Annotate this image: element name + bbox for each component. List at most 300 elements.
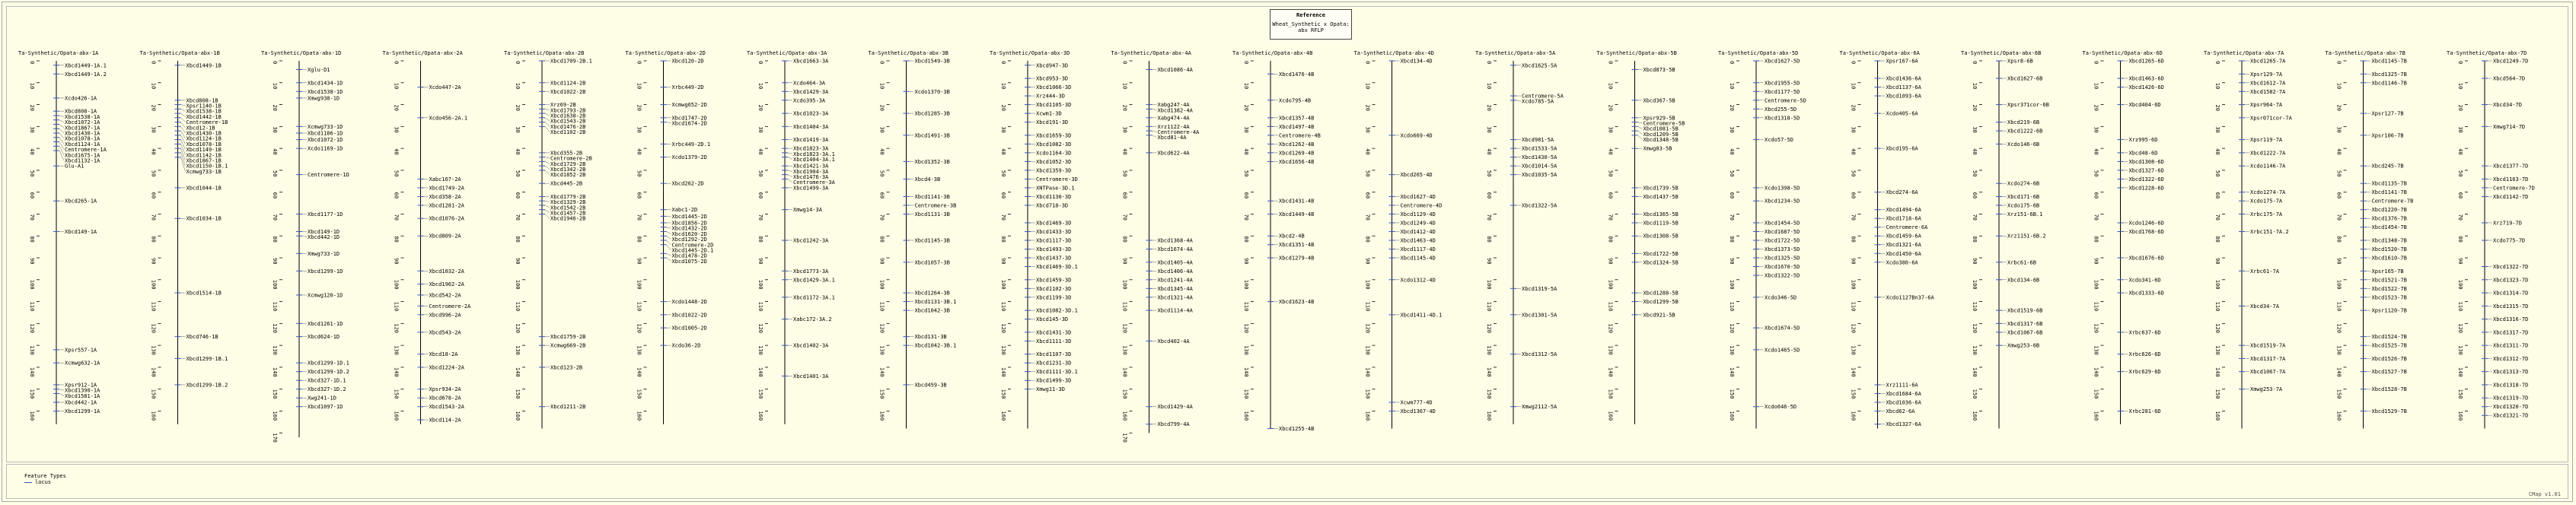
marker-label[interactable]: Xbcd1319-7D xyxy=(2493,395,2529,402)
marker-label[interactable]: Xbcd808-1A xyxy=(65,108,97,115)
marker-label[interactable]: Xbcd1102-2B xyxy=(550,129,586,136)
marker-label[interactable]: Xbcd1412-4D xyxy=(1400,228,1436,235)
marker-label[interactable]: Xbcd808-1B xyxy=(186,97,218,104)
marker-label[interactable]: Xbcd62-6A xyxy=(1886,408,1915,414)
marker-label[interactable]: Xbcd1124-2B xyxy=(550,80,586,87)
marker-label[interactable]: Xbcd1299-1D.1 xyxy=(308,360,349,367)
marker-label[interactable]: Xabg247-4A xyxy=(1157,102,1190,109)
marker-label[interactable]: Xbcd2-4B xyxy=(1279,233,1305,240)
marker-label[interactable]: Xbcd1491-3B xyxy=(914,132,950,139)
marker-label[interactable]: Xbcd1449-1A.1 xyxy=(65,62,107,69)
marker-label[interactable]: Xbcd1431-4B xyxy=(1279,198,1315,205)
marker-label[interactable]: Xbcd1434-1D xyxy=(308,80,343,87)
marker-label[interactable]: Xbcd149-1D xyxy=(308,228,340,235)
marker-label[interactable]: Xmwg733-1D xyxy=(308,250,340,257)
marker-label[interactable]: Xrbc281-6D xyxy=(2128,408,2161,414)
marker-label[interactable]: Xbcd1582-7A xyxy=(2250,88,2286,95)
marker-label[interactable]: Xbcd1279-4B xyxy=(1279,255,1315,262)
marker-label[interactable]: Xbcd1146-7B xyxy=(2371,80,2407,87)
marker-label[interactable]: Xbcd1852-2B xyxy=(550,172,586,179)
marker-label[interactable]: Xbcd1322-6D xyxy=(2128,176,2164,183)
marker-label[interactable]: Xbcd873-5B xyxy=(1643,67,1675,74)
marker-label[interactable]: Xbcd1401-3A xyxy=(793,373,829,380)
marker-label[interactable]: Xbcd34-7A xyxy=(2250,303,2279,310)
marker-label[interactable]: Xbcd953-3D xyxy=(1036,75,1069,82)
marker-label[interactable]: Xbcd1141-3B xyxy=(914,193,950,200)
marker-label[interactable]: Xbcd1333-6D xyxy=(2128,290,2164,297)
marker-label[interactable]: Xbcd1117-4D xyxy=(1400,246,1436,252)
marker-label[interactable]: Xbcd981-5A xyxy=(1522,137,1554,144)
marker-label[interactable]: Xbcd1036-6A xyxy=(1886,399,1921,406)
marker-label[interactable]: Xbcd1265-7A xyxy=(2250,58,2286,65)
marker-label[interactable]: Xcdo1169-1D xyxy=(308,145,343,152)
marker-label[interactable]: Xbcd12-1B xyxy=(186,125,215,132)
marker-label[interactable]: Xpsr119-7A xyxy=(2250,137,2283,144)
marker-label[interactable]: Xbcd1313-7D xyxy=(2493,369,2529,376)
marker-label[interactable]: Xbcd1406-4A xyxy=(1157,268,1193,275)
marker-label[interactable]: Xbcd1234-5D xyxy=(1765,198,1800,205)
marker-label[interactable]: Xbcd1321-7D xyxy=(2493,412,2529,419)
marker-label[interactable]: Xbcd1044-1B xyxy=(186,185,222,192)
marker-label[interactable]: Xbcd1538-1A xyxy=(65,113,100,120)
marker-label[interactable]: Centromere-2D xyxy=(671,242,714,249)
marker-label[interactable]: Xbcd1675-1A xyxy=(65,152,100,159)
marker-label[interactable]: Xbcd1078-1A xyxy=(65,135,100,142)
marker-label[interactable]: Xbcd1131-3B xyxy=(914,211,950,218)
marker-label[interactable]: Xrz719-7D xyxy=(2493,220,2522,227)
marker-label[interactable]: Xglu-D1 xyxy=(308,67,330,74)
marker-label[interactable]: Xbcd1402-3A xyxy=(793,342,829,349)
marker-label[interactable]: Xbcd1348-7B xyxy=(2371,237,2407,244)
marker-label[interactable]: Xbcd1032-2A xyxy=(429,268,464,275)
marker-label[interactable]: Xrz1111-6A xyxy=(1886,382,1918,389)
marker-label[interactable]: Xbcd1220-7B xyxy=(2371,207,2407,214)
marker-label[interactable]: Xbcd367-5B xyxy=(1643,97,1675,104)
marker-label[interactable]: Xbcd1902-2A xyxy=(429,281,464,288)
marker-label[interactable]: Xbcd34-7D xyxy=(2493,102,2522,109)
marker-label[interactable]: Xbcd445-2B xyxy=(550,180,583,187)
marker-label[interactable]: Centromere-1A xyxy=(65,147,107,154)
marker-label[interactable]: Xbcd1231-3D xyxy=(1036,360,1072,367)
marker-label[interactable]: Xbcd1142-1B xyxy=(186,152,222,159)
marker-label[interactable]: Xcdo175-7A xyxy=(2250,198,2283,205)
marker-label[interactable]: Xbcd1145-7B xyxy=(2371,58,2407,65)
marker-label[interactable]: Xbcd1454-5D xyxy=(1765,220,1800,227)
marker-label[interactable]: Xbcd1292-2D xyxy=(671,237,707,243)
marker-label[interactable]: Xbcd355-2B xyxy=(550,150,583,157)
marker-label[interactable]: Xbcd1610-7B xyxy=(2371,255,2407,262)
marker-label[interactable]: Xbcd1269-4B xyxy=(1279,150,1315,157)
marker-label[interactable]: Xbcd1014-5A xyxy=(1522,163,1557,170)
marker-label[interactable]: Xbcd1317-7A xyxy=(2250,355,2286,362)
marker-label[interactable]: Xbcd1739-5B xyxy=(1643,185,1679,192)
marker-label[interactable]: Xbcd1670-5D xyxy=(1765,264,1800,271)
marker-label[interactable]: Xbcd1042-3B.1 xyxy=(914,342,957,349)
marker-label[interactable]: Xpsr964-7A xyxy=(2250,102,2283,109)
marker-label[interactable]: Xbcd1538-1B xyxy=(186,108,222,115)
marker-label[interactable]: Xbcd1867-1B xyxy=(186,157,222,164)
marker-label[interactable]: Xbcd1581-1A xyxy=(65,392,100,399)
marker-label[interactable]: Xbcd1768-6D xyxy=(2128,228,2164,235)
marker-label[interactable]: Xbcd131-3B xyxy=(914,334,947,341)
marker-label[interactable]: Xbcd1718-6A xyxy=(1886,215,1921,222)
marker-label[interactable]: Xbcd1676-6D xyxy=(2128,255,2164,262)
marker-label[interactable]: Xbcd1082-3D xyxy=(1036,141,1072,148)
marker-label[interactable]: Xbcd1348-5B xyxy=(1643,137,1679,144)
marker-label[interactable]: Xrz151-6B.1 xyxy=(2007,211,2043,218)
marker-label[interactable]: Xbcd1429-3A xyxy=(793,88,829,95)
marker-label[interactable]: Xrbc449-2D xyxy=(671,84,704,91)
marker-label[interactable]: Xbcd947-3D xyxy=(1036,62,1069,69)
marker-label[interactable]: Xbcd1261-1D xyxy=(308,320,343,327)
marker-label[interactable]: Xmwg11-3D xyxy=(1036,386,1065,393)
marker-label[interactable]: Xcdo341-6D xyxy=(2128,277,2161,284)
marker-label[interactable]: Xbcd1057-3B xyxy=(914,259,950,266)
marker-label[interactable]: Xcdo274-6B xyxy=(2007,180,2040,187)
marker-label[interactable]: Xbcd1638-2B xyxy=(550,113,586,119)
marker-label[interactable]: Xabg474-4A xyxy=(1157,115,1190,122)
marker-label[interactable]: Xcdo1146-7A xyxy=(2250,163,2286,170)
marker-label[interactable]: Xbcd1538-1D xyxy=(308,88,343,95)
marker-label[interactable]: Xbcd219-6B xyxy=(2007,119,2040,126)
marker-label[interactable]: Xmwg253-6B xyxy=(2007,342,2040,349)
marker-label[interactable]: Xbcd1034-1B xyxy=(186,215,222,222)
marker-label[interactable]: Centromere-3A xyxy=(793,179,835,186)
marker-label[interactable]: Xbcd1052-3D xyxy=(1036,158,1072,165)
marker-label[interactable]: Xbcd1494-6A xyxy=(1886,207,1921,214)
marker-label[interactable]: Xbcd1627-5D xyxy=(1765,58,1800,65)
marker-label[interactable]: Xbcd262-2D xyxy=(671,180,704,187)
marker-label[interactable]: Xbcd1145-3B xyxy=(914,237,950,244)
marker-label[interactable]: Xbcd1149-1B xyxy=(186,147,222,154)
marker-label[interactable]: Xcdo775-7D xyxy=(2493,237,2526,244)
marker-label[interactable]: Xbcd542-2A xyxy=(429,292,461,299)
marker-label[interactable]: Xcdo380-6A xyxy=(1886,259,1918,266)
marker-label[interactable]: Xbcd145-3D xyxy=(1036,316,1069,323)
marker-label[interactable]: Xcdo1379-2D xyxy=(671,154,707,161)
marker-label[interactable]: Xwg241-1D xyxy=(308,395,336,402)
marker-label[interactable]: Centromere-4D xyxy=(1400,202,1443,209)
marker-label[interactable]: Xbcd1242-3A xyxy=(793,237,829,244)
marker-label[interactable]: Xbcd1317-7D xyxy=(2493,329,2529,336)
marker-label[interactable]: Xbcd1625-5A xyxy=(1522,62,1557,69)
marker-label[interactable]: Xbcd1955-5D xyxy=(1765,80,1800,87)
marker-label[interactable]: Xbcd1281-2A xyxy=(429,202,464,209)
marker-label[interactable]: Xrbc449-2D.1 xyxy=(671,141,711,148)
marker-label[interactable]: Xpsr371cor-6B xyxy=(2007,102,2049,109)
marker-label[interactable]: Xbcd1523-7B xyxy=(2371,294,2407,301)
marker-label[interactable]: Xbcd1329-2B xyxy=(550,199,586,206)
marker-label[interactable]: Xbcd1519-6B xyxy=(2007,307,2043,314)
marker-label[interactable]: Xbcd1228-6D xyxy=(2128,185,2164,192)
marker-label[interactable]: Xbcd1478-2D xyxy=(671,252,707,259)
marker-label[interactable]: Xbcd1759-2B xyxy=(550,334,586,341)
marker-label[interactable]: Xbcd1793-2B xyxy=(550,107,586,114)
marker-label[interactable]: Xbcd1525-7B xyxy=(2371,342,2407,349)
marker-label[interactable]: Xbcd459-3B xyxy=(914,382,947,389)
marker-label[interactable]: Xbcd1299-1D xyxy=(308,268,343,275)
marker-label[interactable]: Xbcd543-2A xyxy=(429,329,461,336)
marker-label[interactable]: Xbcd1430-5A xyxy=(1522,154,1557,161)
marker-label[interactable]: Centromere-5D xyxy=(1765,97,1806,104)
marker-label[interactable]: Xbcd1469-3D xyxy=(1036,220,1072,227)
marker-label[interactable]: Xbcd799-4A xyxy=(1157,421,1190,428)
marker-label[interactable]: Xbcd442-1A xyxy=(65,399,97,406)
marker-label[interactable]: Xbcd1421-3A xyxy=(793,163,829,170)
marker-label[interactable]: Xbcd1514-1B xyxy=(186,290,222,297)
marker-label[interactable]: Xbcd1430-1B xyxy=(186,130,222,137)
marker-label[interactable]: Xcdo1448-2D xyxy=(671,299,707,306)
marker-label[interactable]: Xbcd1519-7A xyxy=(2250,342,2286,349)
marker-label[interactable]: Xbcd1075-2D xyxy=(671,258,707,265)
marker-label[interactable]: Xbcd1449-4B xyxy=(1279,211,1315,218)
marker-label[interactable]: Xbcd1659-3D xyxy=(1036,132,1072,139)
marker-label[interactable]: Xbcd1376-7B xyxy=(2371,215,2407,222)
marker-label[interactable]: Centromere-5B xyxy=(1643,120,1685,127)
marker-label[interactable]: Xbcd1022-2B xyxy=(550,88,586,95)
marker-label[interactable]: Xbcd622-4A xyxy=(1157,150,1190,157)
marker-label[interactable]: Xbcd746-1B xyxy=(186,334,218,341)
marker-label[interactable]: Centromere-3B xyxy=(914,202,957,209)
marker-label[interactable]: Xbcd18-2A xyxy=(429,351,458,358)
marker-label[interactable]: Xcdo395-3A xyxy=(793,97,826,104)
marker-label[interactable]: Xbcd1325-7B xyxy=(2371,71,2407,78)
marker-label[interactable]: Xbcd1255-4B xyxy=(1279,425,1315,432)
marker-label[interactable]: Xbcd1476-4B xyxy=(1279,71,1315,78)
marker-label[interactable]: Xbcd1729-2B xyxy=(550,160,586,167)
marker-label[interactable]: Xcdo1164-3D xyxy=(1036,150,1072,157)
marker-label[interactable]: Xbcd1224-2A xyxy=(429,364,464,371)
marker-label[interactable]: Xbcd1549-3B xyxy=(914,58,950,65)
marker-label[interactable]: Xbcd1377-7D xyxy=(2493,163,2529,170)
marker-label[interactable]: Xrz995-6D xyxy=(2128,137,2158,144)
marker-label[interactable]: Xbcd1131-3B.1 xyxy=(914,299,957,306)
marker-label[interactable]: Xrbc61-7A xyxy=(2250,268,2279,275)
marker-label[interactable]: Xbcd1445-2D xyxy=(671,213,707,220)
marker-label[interactable]: Xbcd191-3D xyxy=(1036,119,1069,126)
marker-label[interactable]: Xcdo57-5D xyxy=(1765,137,1793,144)
marker-label[interactable]: Xbcd1368-4A xyxy=(1157,237,1193,244)
marker-label[interactable]: Xcdo456-2A.1 xyxy=(429,115,468,122)
marker-label[interactable]: Xpsr934-2A xyxy=(429,386,461,393)
marker-label[interactable]: Xbcd1612-7A xyxy=(2250,80,2286,87)
marker-label[interactable]: Xbcd1687-5D xyxy=(1765,228,1800,235)
marker-label[interactable]: Xbcd1373-5D xyxy=(1765,246,1800,252)
marker-label[interactable]: Xbcd1459-6A xyxy=(1886,233,1921,240)
marker-label[interactable]: Xbcd134-4D xyxy=(1400,58,1433,65)
marker-label[interactable]: Xpsr071cor-7A xyxy=(2250,115,2292,122)
marker-label[interactable]: Xrbc626-6D xyxy=(2128,351,2161,358)
marker-label[interactable]: Xbcd1105-3D xyxy=(1036,102,1072,109)
marker-label[interactable]: Xbcd1299-1A xyxy=(65,408,100,414)
marker-label[interactable]: Xbcd171-6B xyxy=(2007,193,2040,200)
marker-label[interactable]: Xbcd1249-4D xyxy=(1400,220,1436,227)
marker-label[interactable]: Xbcd1325-5D xyxy=(1765,255,1800,262)
marker-label[interactable]: Xbcd1199-3D xyxy=(1036,294,1072,301)
marker-label[interactable]: Xbcd265-1A xyxy=(65,198,97,205)
marker-label[interactable]: Xbcd1867-1A xyxy=(65,125,100,132)
marker-label[interactable]: Xpsr165-7B xyxy=(2371,268,2404,275)
marker-label[interactable]: Xcwm777-4D xyxy=(1400,399,1433,406)
marker-label[interactable]: Xbcd1163-7D xyxy=(2493,176,2529,183)
marker-label[interactable]: Xbcd327-1D.2 xyxy=(308,386,346,393)
marker-label[interactable]: Xbcd1627-6B xyxy=(2007,75,2043,82)
marker-label[interactable]: Xbcd1301-5A xyxy=(1522,312,1557,319)
marker-label[interactable]: Xbcd1311-7D xyxy=(2493,342,2529,349)
marker-label[interactable]: Xcdo669-4D xyxy=(1400,132,1433,139)
marker-label[interactable]: Xbcd1404-3A.1 xyxy=(793,157,835,164)
marker-label[interactable]: Xbcd1308-5B xyxy=(1643,233,1679,240)
marker-label[interactable]: Xcmwg733-1B xyxy=(186,168,222,175)
marker-label[interactable]: Xbcd1288-5B xyxy=(1643,290,1679,297)
marker-label[interactable]: Xbcd1437-5B xyxy=(1643,193,1679,200)
marker-label[interactable]: Xbcd195-6A xyxy=(1886,145,1918,152)
marker-label[interactable]: Xbcd1359-3D xyxy=(1036,167,1072,174)
marker-label[interactable]: Xbcd1620-2D xyxy=(671,230,707,237)
marker-label[interactable]: Xbcd1320-7D xyxy=(2493,404,2529,411)
marker-label[interactable]: Glu-A1 xyxy=(65,163,84,170)
marker-label[interactable]: Xbcd1709-2B.1 xyxy=(550,58,592,65)
marker-label[interactable]: Xbcd1137-6A xyxy=(1886,84,1921,91)
marker-label[interactable]: Xbcd1779-2B xyxy=(550,193,586,200)
marker-label[interactable]: Xbcd1322-5A xyxy=(1522,202,1557,209)
marker-label[interactable]: Centromere-7D xyxy=(2493,185,2535,192)
marker-label[interactable]: Xbcd1142-7D xyxy=(2493,193,2529,200)
marker-label[interactable]: Xbcd1067-7A xyxy=(2250,369,2286,376)
marker-label[interactable]: Xpsr106-7B xyxy=(2371,132,2404,139)
marker-label[interactable]: Xbcd1023-3A xyxy=(793,110,829,117)
marker-label[interactable]: Xrbc637-6D xyxy=(2128,329,2161,336)
marker-label[interactable]: Xbcd1463-4D xyxy=(1400,237,1436,244)
marker-label[interactable]: Xrz69-2B xyxy=(550,102,576,109)
marker-label[interactable]: Xbcd1322-5D xyxy=(1765,272,1800,279)
marker-label[interactable]: Xbcd1419-3A xyxy=(793,137,829,144)
marker-label[interactable]: Xbcd1299-1B.2 xyxy=(186,382,228,389)
marker-label[interactable]: Xcdo785-5A xyxy=(1522,98,1554,105)
marker-label[interactable]: Xbcd809-2A xyxy=(429,233,461,240)
marker-label[interactable]: Xbcd1072-1D xyxy=(308,137,343,144)
marker-label[interactable]: Xcdo795-4B xyxy=(1279,97,1312,104)
marker-label[interactable]: Xbcd1352-3B xyxy=(914,158,950,165)
marker-label[interactable]: Xbcd1327-6D xyxy=(2128,167,2164,174)
marker-label[interactable]: Xbcd1499-3A xyxy=(793,185,829,192)
marker-label[interactable]: Xcdo36-2D xyxy=(671,342,701,349)
marker-label[interactable]: Centromere-4B xyxy=(1279,132,1321,139)
marker-label[interactable]: Xbcd4-3B xyxy=(914,176,941,183)
marker-label[interactable]: Centromere-7B xyxy=(2371,198,2414,205)
marker-label[interactable]: Xbcd1623-4B xyxy=(1279,299,1315,306)
marker-label[interactable]: Xbcd1469-3D.1 xyxy=(1036,264,1078,271)
marker-label[interactable]: Xbcd1436-6A xyxy=(1886,75,1921,82)
marker-label[interactable]: Xbcd114-2A xyxy=(429,417,461,424)
marker-label[interactable]: Xbcd1324-5B xyxy=(1643,259,1679,266)
marker-label[interactable]: Xbcd1856-2D xyxy=(671,220,707,227)
marker-label[interactable]: Xcmwg632-1A xyxy=(65,360,100,367)
marker-label[interactable]: Xbcd1674-2D xyxy=(671,120,707,127)
marker-label[interactable]: Xbcd1078-1B xyxy=(186,141,222,148)
marker-label[interactable]: Xbcd1357-4B xyxy=(1279,115,1315,122)
marker-label[interactable]: Xbcd1262-4B xyxy=(1279,141,1315,148)
marker-label[interactable]: Xbcd149-1A xyxy=(65,228,97,235)
marker-label[interactable]: Xbcd1186-1D xyxy=(308,130,343,137)
marker-label[interactable]: Xbcd1124-1B xyxy=(186,135,222,142)
marker-label[interactable]: Xbcd1111-3D.1 xyxy=(1036,369,1078,376)
marker-label[interactable]: Xbcd996-2A xyxy=(429,312,461,319)
marker-label[interactable]: Xbcd1382-4A xyxy=(1157,107,1193,114)
marker-label[interactable]: Xbcd1241-4A xyxy=(1157,277,1193,284)
marker-label[interactable]: Xbcd1117-3D xyxy=(1036,237,1072,244)
marker-label[interactable]: Xbcd1521-7B xyxy=(2371,277,2407,284)
marker-label[interactable]: Xbcd1150-1B.1 xyxy=(186,163,228,170)
marker-label[interactable]: Xmwg714-7D xyxy=(2493,123,2526,130)
marker-label[interactable]: Xrz1151-6B.2 xyxy=(2007,233,2046,240)
marker-label[interactable]: Xbcd1432-2D xyxy=(671,225,707,232)
marker-label[interactable]: Xpsr929-5B xyxy=(1643,115,1675,122)
marker-label[interactable]: Xbcd1426-6D xyxy=(2128,84,2164,91)
marker-label[interactable]: Centromere-1D xyxy=(308,172,349,179)
marker-label[interactable]: Xbcd1430-1A xyxy=(65,130,100,137)
marker-label[interactable]: Xbcd1035-5A xyxy=(1522,172,1557,179)
marker-label[interactable]: Xbcd1529-7B xyxy=(2371,408,2407,414)
marker-label[interactable]: Xbcd1543-2A xyxy=(429,404,464,411)
marker-label[interactable]: Xbcd1663-3A xyxy=(793,58,829,65)
marker-label[interactable]: Xbcd1543-2B xyxy=(550,118,586,125)
marker-label[interactable]: Xbcd678-2A xyxy=(429,395,461,402)
marker-label[interactable]: Xbcd1674-4A xyxy=(1157,246,1193,252)
marker-label[interactable]: Xbcd1497-4B xyxy=(1279,123,1315,130)
marker-label[interactable]: Xbcd1321-6A xyxy=(1886,242,1921,249)
marker-label[interactable]: Xbcd1264-3B xyxy=(914,290,950,297)
marker-label[interactable]: Xbcd1476-3A xyxy=(793,174,829,181)
marker-label[interactable]: Xbcd1526-7B xyxy=(2371,355,2407,362)
marker-label[interactable]: Xbcd1308-6D xyxy=(2128,158,2164,165)
marker-label[interactable]: Xbcd1285-3B xyxy=(914,110,950,117)
marker-label[interactable]: Xbcd1072-1A xyxy=(65,119,100,126)
marker-label[interactable]: Xcdo405-6A xyxy=(1886,110,1918,117)
marker-label[interactable]: Xmwg14-3A xyxy=(793,207,822,214)
marker-label[interactable]: Xbcd1365-5B xyxy=(1643,211,1679,218)
marker-label[interactable]: Xbcd1066-3D xyxy=(1036,84,1072,91)
marker-label[interactable]: Xbcd1431-3D xyxy=(1036,329,1072,336)
marker-label[interactable]: Xcdo1312-4D xyxy=(1400,277,1436,284)
marker-label[interactable]: Xbcd1209-5B xyxy=(1643,131,1679,138)
marker-label[interactable]: Xbcd1081-5B xyxy=(1643,125,1679,132)
marker-label[interactable]: Xbcd1476-2B xyxy=(550,123,586,130)
marker-label[interactable]: Xcdo1246-6D xyxy=(2128,220,2164,227)
marker-label[interactable]: Xrbc629-6D xyxy=(2128,369,2161,376)
marker-label[interactable]: Xbcd1317-6B xyxy=(2007,320,2043,327)
marker-label[interactable]: Xbcd1132-1A xyxy=(65,157,100,164)
marker-label[interactable]: Xbcd1351-4B xyxy=(1279,242,1315,249)
marker-label[interactable]: Xbcd1499-3D xyxy=(1036,377,1072,384)
marker-label[interactable]: Xbcd1129-4D xyxy=(1400,211,1436,218)
marker-label[interactable]: Xbcd358-2A xyxy=(429,193,461,200)
marker-label[interactable]: Xcdo1127Bn37-6A xyxy=(1886,294,1934,301)
marker-label[interactable]: Xbcd1321-4A xyxy=(1157,294,1193,301)
marker-label[interactable]: Xbcd1111-3D xyxy=(1036,338,1072,345)
marker-label[interactable]: Xbcd1463-6D xyxy=(2128,75,2164,82)
marker-label[interactable]: Xbcd1312-5A xyxy=(1522,351,1557,358)
marker-label[interactable]: Centromere-2A xyxy=(429,303,471,310)
marker-label[interactable]: Xbcd1082-3D.1 xyxy=(1036,307,1078,314)
marker-label[interactable]: Centromere-4A xyxy=(1157,129,1200,136)
marker-label[interactable]: Xbcd442-1D xyxy=(308,234,340,241)
marker-label[interactable]: Xbcd1076-2A xyxy=(429,215,464,222)
marker-label[interactable]: Xbcd1749-2A xyxy=(429,185,464,192)
marker-label[interactable]: XNTPase-3D.1 xyxy=(1036,185,1075,192)
marker-label[interactable]: Xbcd1315-7D xyxy=(2493,303,2529,310)
marker-label[interactable]: Xbcd1542-2B xyxy=(550,205,586,211)
